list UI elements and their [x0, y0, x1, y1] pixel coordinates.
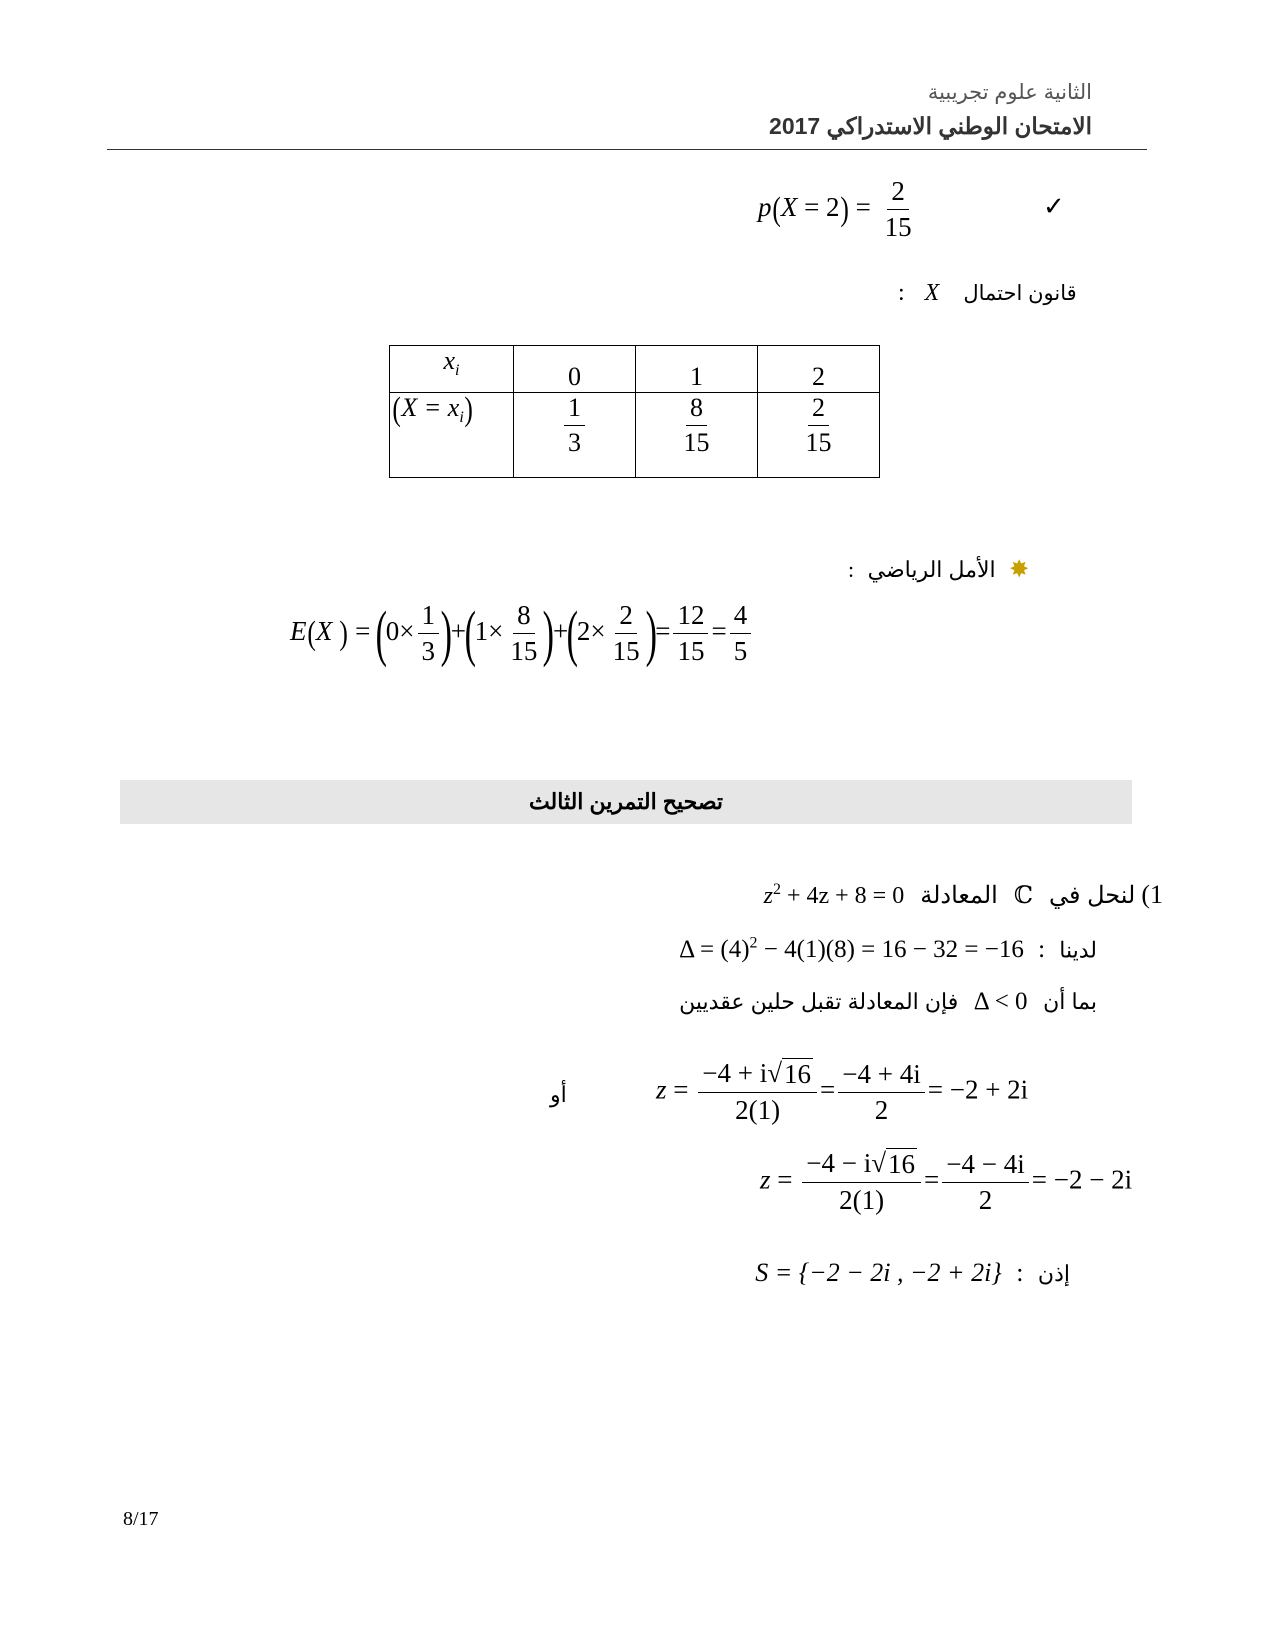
table-value: 0	[514, 346, 636, 393]
table-value: 1	[636, 346, 758, 393]
header-subtitle: الثانية علوم تجريبية	[927, 81, 1092, 104]
table-prob: $\frac{8}{15}$	[636, 393, 758, 478]
or-label: أو	[550, 1082, 567, 1107]
check-mark-icon: ✓	[1043, 192, 1065, 221]
expectation-formula: E(X ) = (0× $\frac{1}{3}$ )+(1× $\frac{8}{15}$ )+(2× $\frac{2}{15}$ )= $\frac{12}{15}$ = $\frac{4}{5}$	[290, 600, 754, 667]
prob-x-equals-2: p(X = 2) = $\frac{2}{15}$	[758, 176, 912, 243]
solution-set: إذن : S = {−2 − 2i , −2 + 2i}	[755, 1258, 1070, 1287]
table-value: 2	[758, 346, 880, 393]
table-prob: $\frac{1}{3}$	[514, 393, 636, 478]
probability-law-label: : X قانون احتمال	[898, 280, 1077, 306]
table-header-xi: $x_i$	[390, 346, 514, 393]
solution-2: z = −4 − i √ 16 2(1) = $\frac{-4 - 4i}{2}$ = −2 − 2i	[760, 1148, 1133, 1216]
star-icon: ✸	[1009, 557, 1030, 583]
discriminant-line: لدينا : $\Delta = (4)^2 - 4(1)(8) = 16 - 32 = -16$	[679, 935, 1097, 964]
header-rule	[107, 149, 1147, 150]
expectation-label: : الأمل الرياضي ✸	[848, 557, 1030, 583]
discriminant-conclusion: بما أن Δ < 0 فإن المعادلة تقبل حلين عقديين	[679, 988, 1097, 1015]
table-prob: $\frac{2}{15}$	[758, 393, 880, 478]
page-number: 8/17	[123, 1508, 159, 1530]
header-title: الامتحان الوطني الاستدراكي 2017	[769, 113, 1092, 139]
table-header-prob: $(X = x_i)$	[390, 393, 514, 478]
solution-1: z = −4 + i √ 16 2(1) = $\frac{-4 + 4i}{2}$ = −2 + 2i	[656, 1058, 1029, 1126]
question-1-statement: 1) لنحل في ℂ المعادلة $z^2 + 4z + 8 = 0$	[763, 880, 1163, 909]
probability-law-table	[389, 345, 880, 478]
section-title: تصحيح التمرين الثالث	[528, 789, 724, 814]
